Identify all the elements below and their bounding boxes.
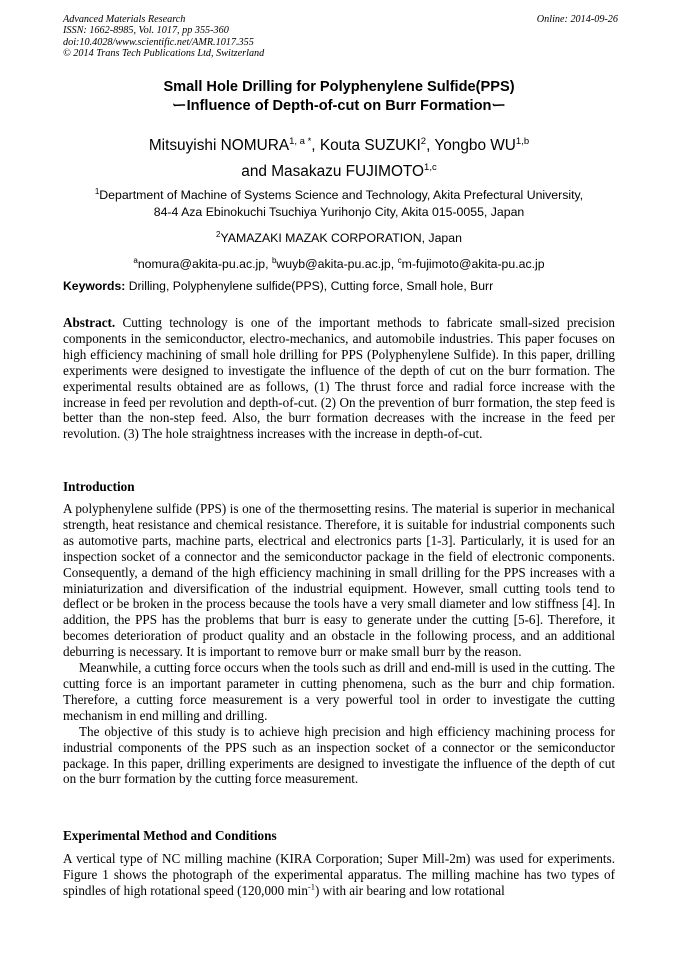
journal-name: Advanced Materials Research bbox=[63, 14, 186, 25]
introduction-heading: Introduction bbox=[63, 479, 135, 494]
title-line-2: ーInfluence of Depth-of-cut on Burr Formationー bbox=[171, 98, 506, 114]
author-list bbox=[60, 131, 618, 183]
keywords bbox=[63, 278, 615, 294]
author-2-name: , Kouta SUZUKI bbox=[311, 137, 421, 155]
email-line bbox=[60, 252, 618, 273]
methods-text-b: ) with air bearing and low rotational bbox=[315, 882, 505, 898]
email-a-sup: a bbox=[133, 256, 138, 266]
abstract-label: Abstract. bbox=[63, 315, 116, 330]
issn-line: ISSN: 1662-8985, Vol. 1017, pp 355-360 bbox=[63, 25, 229, 37]
keywords-label: Keywords: bbox=[63, 279, 126, 293]
online-date: Online: 2014-09-26 bbox=[536, 14, 618, 25]
email-c-sup: c bbox=[397, 256, 402, 266]
affiliation-1-line-1: Department of Machine of Systems Science and Technology, Akita Prefectural University, bbox=[99, 188, 584, 203]
introduction-paragraph-2: Meanwhile, a cutting force occurs when the tools such as drill and end-mill is used in the cutting. The cutting force is an important parameter in cutting phenomena, such as the burr and chip formation. Therefore, a cutting force measurement is a very powerful tool in order to investigate the cutting mechanism in end milling and drilling. bbox=[63, 660, 615, 723]
email-b-sup: b bbox=[271, 256, 277, 266]
methods-paragraph-1 bbox=[63, 851, 615, 899]
email-a: nomura@akita-pu.ac.jp, bbox=[137, 257, 272, 272]
affiliation-1-sup: 1 bbox=[94, 187, 100, 196]
keywords-text: Drilling, Polyphenylene sulfide(PPS), Cutting force, Small hole, Burr bbox=[125, 279, 494, 293]
author-3-name: , Yongbo WU bbox=[426, 137, 516, 155]
introduction-paragraph-3: The objective of this study is to achieve high precision and high efficiency machining process for industrial components of the PPS such as an inspection socket of a connector or the semiconductor package. In this paper, drilling experiments are designed to investigate the influence of the depth of cut on the burr formation by the cutting force measurement. bbox=[63, 723, 615, 787]
abstract-text: Cutting technology is one of the important methods to fabricate small-sized precision components in the semiconductor, electro-mechanics, and automobile industries. This paper focuses on high efficiency machining of small hole drilling for PPS (Polyphenylene Sulfide). In this paper, drilling experiments were designed to investigate the influence of the depth of cut on the burr formation. The experimental results obtained are as follows, (1) The thrust force and radial force increase with the increase in feed per revolution and depth-of-cut. (2) On the prevention of burr formation, the step feed is better than the non-step feed. Also, the burr formation decreases with the increase in the feed per revolution. (3) The hole straightness increases with the increase in depth-of-cut. bbox=[63, 315, 615, 442]
copyright-line: © 2014 Trans Tech Publications Ltd, Switzerland bbox=[63, 48, 265, 60]
methods-heading: Experimental Method and Conditions bbox=[63, 828, 277, 843]
email-b: wuyb@akita-pu.ac.jp, bbox=[276, 257, 398, 272]
introduction-body bbox=[63, 501, 615, 787]
methods-sup: -1 bbox=[307, 881, 315, 892]
affiliations bbox=[60, 183, 618, 273]
affiliation-2-sup: 2 bbox=[216, 230, 221, 240]
author-1-name: Mitsuyishi NOMURA bbox=[148, 137, 290, 155]
author-1-sup: 1, a * bbox=[289, 136, 312, 147]
introduction-paragraph-1: A polyphenylene sulfide (PPS) is one of the thermosetting resins. The material is superior in mechanical strength, heat resistance and chemical resistance. Therefore, it is suitable for industrial components such as automotive parts, machine parts, electrical and electronics parts [1-3]. Particularly, it is used for an inspection socket of a connector and the semiconductor package in the field of electronic components. Consequently, a demand of the high efficiency machining in small drilling for the PPS increases with a miniaturization and diversification of the industrial equipment. However, small cutting tools tend to deflect or be broken in the process because the tools have a very small diameter and low stiffness [4]. In addition, the PPS has the problems that burr is easy to generate under the cutting [5-6]. Therefore, it becomes deterioration of product quality and an obstacle in the following process, and an additional deburring is necessary. It is important to remove burr or make small burr by the reason. bbox=[63, 501, 615, 660]
title-line-1: Small Hole Drilling for Polyphenylene Sulfide(PPS) bbox=[163, 79, 515, 95]
affiliation-1-line-2: 84-4 Aza Ebinokuchi Tsuchiya Yurihonjo City, Akita 015-0055, Japan bbox=[153, 205, 525, 220]
abstract bbox=[63, 315, 615, 442]
journal-header bbox=[63, 14, 618, 60]
author-2-sup: 2 bbox=[420, 136, 427, 147]
doi-line: doi:10.4028/www.scientific.net/AMR.1017.355 bbox=[63, 36, 254, 48]
author-4-name: and Masakazu FUJIMOTO bbox=[241, 163, 425, 181]
author-3-sup: 1,b bbox=[515, 136, 530, 147]
author-4-sup: 1,c bbox=[424, 162, 437, 174]
methods-text-a: A vertical type of NC milling machine (KIRA Corporation; Super Mill-2m) was used for experiments. Figure 1 shows the photograph of the experimental apparatus. The milling machine has two types of spindles of high rotational speed (120,000 min bbox=[63, 851, 615, 898]
methods-body bbox=[63, 851, 615, 899]
email-c: m-fujimoto@akita-pu.ac.jp bbox=[401, 257, 545, 272]
paper-title bbox=[60, 78, 618, 116]
affiliation-2: YAMAZAKI MAZAK CORPORATION, Japan bbox=[220, 231, 462, 246]
